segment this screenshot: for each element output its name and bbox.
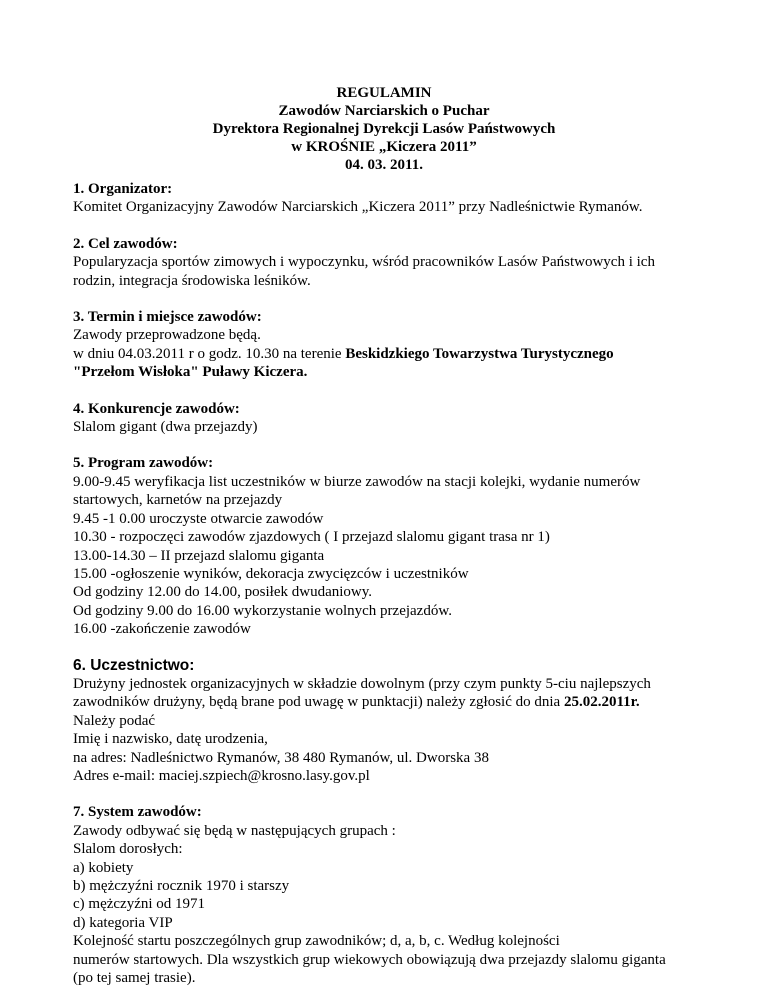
program-line: Od godziny 12.00 do 14.00, posiłek dwudaniowy. <box>73 584 373 601</box>
paragraph-line: Slalom gigant (dwa przejazdy) <box>73 419 258 436</box>
section-program <box>73 454 713 638</box>
list-item: b) mężczyźni rocznik 1970 i starszy <box>73 878 290 894</box>
section-participation <box>73 657 713 786</box>
document-date: 04. 03. 2011. <box>345 157 423 173</box>
program-line: 9.45 -1 0.00 uroczyste otwarcie zawodów <box>73 510 324 527</box>
section-organizer <box>73 180 713 217</box>
section-heading: 3. Termin i miejsce zawodów: <box>73 309 262 326</box>
document-body <box>73 180 713 1005</box>
venue-location-bold: "Przełom Wisłoka" Puławy Kiczera. <box>73 364 308 381</box>
paragraph-line <box>73 345 713 363</box>
paragraph-line: Popularyzacja sportów zimowych i wypoczynku, wśród pracowników Lasów Państwowych i ich <box>73 254 655 271</box>
document-subtitle-line-1: Zawodów Narciarskich o Puchar <box>278 103 490 119</box>
paragraph-line: Należy podać <box>73 712 156 729</box>
venue-name-bold: Beskidzkiego Towarzystwa Turystycznego <box>345 345 614 362</box>
document-subtitle-line-2: Dyrektora Regionalnej Dyrekcji Lasów Państwowych <box>212 121 556 137</box>
paragraph-line: Zawody odbywać się będą w następujących grupach : <box>73 822 396 839</box>
program-line: 9.00-9.45 weryfikacja list uczestników w biurze zawodów na stacji kolejki, wydanie numerów <box>73 473 641 490</box>
section-heading: 6. Uczestnictwo: <box>73 656 195 674</box>
program-line: Od godziny 9.00 do 16.00 wykorzystanie wolnych przejazdów. <box>73 602 452 619</box>
paragraph-line: Slalom dorosłych: <box>73 841 183 858</box>
section-heading: 1. Organizator: <box>73 181 173 197</box>
inline-text: w dniu 04.03.2011 r o godz. 10.30 na terenie <box>73 345 346 362</box>
inline-text: zawodników drużyny, będą brane pod uwagę w punktacji) należy zgłosić do dnia <box>73 694 564 711</box>
deadline-date-bold: 25.02.2011r. <box>563 694 640 711</box>
list-item: a) kobiety <box>73 859 134 876</box>
paragraph-line <box>73 363 713 381</box>
email-line: Adres e-mail: maciej.szpiech@krosno.lasy.gov.pl <box>73 767 370 784</box>
section-heading: 4. Konkurencje zawodów: <box>73 400 240 417</box>
paragraph-line <box>73 693 713 711</box>
program-line: 10.30 - rozpoczęci zawodów zjazdowych ( I przejazd slalomu gigant trasa nr 1) <box>73 529 550 546</box>
section-heading: 7. System zawodów: <box>73 804 202 821</box>
section-competitions <box>73 400 713 437</box>
list-item: d) kategoria VIP <box>73 914 173 931</box>
document-header <box>0 84 768 174</box>
paragraph-line: numerów startowych. Dla wszystkich grup wiekowych obowiązują dwa przejazdy slalomu giganta <box>73 951 666 968</box>
list-item: c) mężczyźni od 1971 <box>73 896 206 913</box>
document-subtitle-line-3: w KROŚNIE „Kiczera 2011” <box>291 139 477 155</box>
paragraph-line: (po tej samej trasie). <box>73 970 196 987</box>
section-heading: 5. Program zawodów: <box>73 455 214 472</box>
program-line: 16.00 -zakończenie zawodów <box>73 621 251 638</box>
paragraph-line: Zawody przeprowadzone będą. <box>73 327 261 344</box>
document-title: REGULAMIN <box>336 85 432 101</box>
paragraph-line: Komitet Organizacyjny Zawodów Narciarskich „Kiczera 2011” przy Nadleśnictwie Rymanów. <box>73 199 643 216</box>
section-date-place <box>73 308 713 382</box>
paragraph-line: rodzin, integracja środowiska leśników. <box>73 272 311 289</box>
paragraph-line: Imię i nazwisko, datę urodzenia, <box>73 731 268 748</box>
paragraph-line: Kolejność startu poszczególnych grup zawodników; d, a, b, c. Według kolejności <box>73 933 560 950</box>
section-heading: 2. Cel zawodów: <box>73 235 178 252</box>
program-line: startowych, karnetów na przejazdy <box>73 492 283 509</box>
address-line: na adres: Nadleśnictwo Rymanów, 38 480 Rymanów, ul. Dworska 38 <box>73 749 489 766</box>
program-line: 15.00 -ogłoszenie wyników, dekoracja zwycięzców i uczestników <box>73 565 469 582</box>
paragraph-line: Drużyny jednostek organizacyjnych w składzie dowolnym (przy czym punkty 5-ciu najlepszych <box>73 675 651 692</box>
program-line: 13.00-14.30 – II przejazd slalomu giganta <box>73 547 325 564</box>
section-goal <box>73 235 713 290</box>
section-system <box>73 803 713 987</box>
